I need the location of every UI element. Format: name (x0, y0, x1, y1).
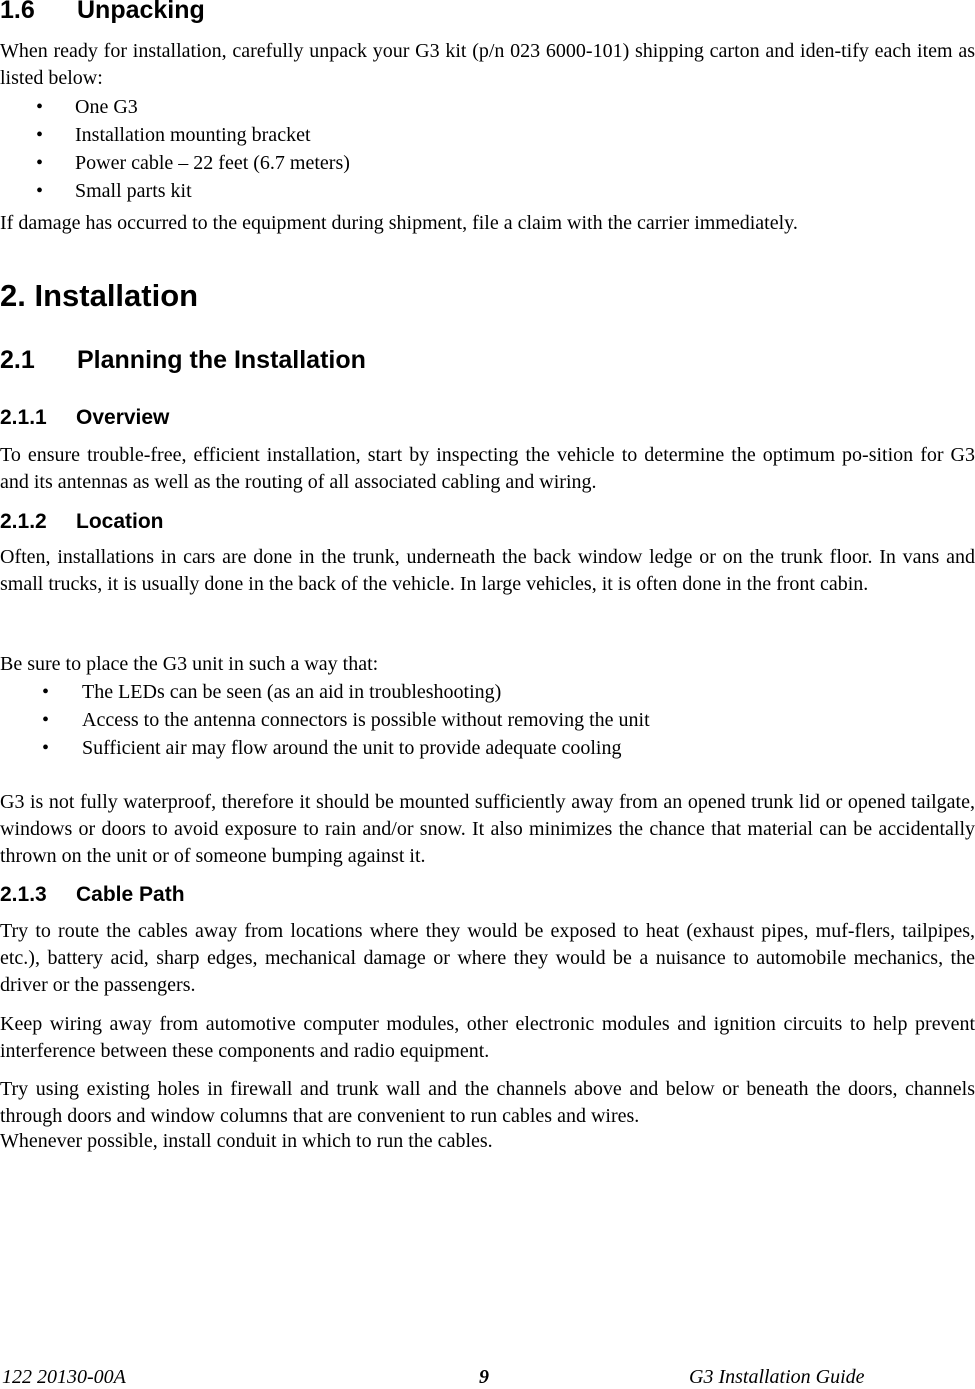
list-item-text: One G3 (75, 96, 138, 118)
bullet-icon: • (36, 152, 44, 174)
subsection-number: 2.1.2 (0, 510, 47, 533)
damage-note: If damage has occurred to the equipment during shipment, file a claim with the carrier immediately. (0, 212, 798, 234)
list-item-text: Access to the antenna connectors is possible without removing the unit (82, 709, 650, 731)
list-item-text: The LEDs can be seen (as an aid in troubleshooting) (82, 681, 502, 703)
location-lead: Be sure to place the G3 unit in such a way that: (0, 653, 379, 675)
bullet-icon: • (36, 96, 44, 118)
section-title: Unpacking (77, 0, 205, 24)
unpacking-intro: When ready for installation, carefully unpack your G3 kit (p/n 023 6000-101) shipping carton and iden-tify each item as listed below: (0, 40, 975, 89)
section-heading-planning (0, 346, 600, 378)
list-item-text: Sufficient air may flow around the unit to provide adequate cooling (82, 737, 622, 759)
section-title: Planning the Installation (77, 346, 366, 374)
overview-text: To ensure trouble-free, efficient installation, start by inspecting the vehicle to determine the optimum po-sition for G3 and its antennas as well as the routing of all associated cabling and wiring. (0, 444, 975, 493)
cable-path-para-3: Try using existing holes in firewall and trunk wall and the channels above and below or beneath the doors, channels through doors and window columns that are convenient to run cables and wires. (0, 1078, 975, 1127)
section-number: 1.6 (0, 0, 35, 24)
section-heading-unpacking (0, 0, 500, 28)
subsection-number: 2.1.3 (0, 883, 47, 906)
bullet-icon: • (36, 180, 44, 202)
footer-page-number: 9 (479, 1366, 489, 1388)
bullet-icon: • (42, 709, 50, 731)
footer-guide-title: G3 Installation Guide (689, 1366, 865, 1388)
subsection-heading-location (0, 510, 400, 536)
location-para-2: G3 is not fully waterproof, therefore it should be mounted sufficiently away from an opened trunk lid or opened tailgate, windows or doors to avoid exposure to rain and/or snow. It also minimizes the chance that material can be accidentally thrown on the unit or of someone bumping against it. (0, 791, 975, 867)
subsection-title: Cable Path (76, 883, 185, 906)
subsection-heading-overview (0, 406, 400, 432)
bullet-icon: • (42, 737, 50, 759)
subsection-title: Overview (76, 406, 170, 429)
subsection-heading-cable-path (0, 883, 400, 909)
cable-path-para-1: Try to route the cables away from locations where they would be exposed to heat (exhaust pipes, muf-flers, tailpipes, etc.), battery acid, sharp edges, mechanical damage or where they would be a nuisance to automobile mechanics, the driver or the passengers. (0, 920, 975, 996)
list-item-text: Small parts kit (75, 180, 192, 202)
bullet-icon: • (42, 681, 50, 703)
location-para-1: Often, installations in cars are done in the trunk, underneath the back window ledge or on the trunk floor. In vans and small trucks, it is usually done in the back of the vehicle. In large vehicles, it is often done in the front cabin. (0, 546, 975, 595)
list-item-text: Installation mounting bracket (75, 124, 311, 146)
section-number: 2.1 (0, 346, 35, 374)
bullet-icon: • (36, 124, 44, 146)
list-item-text: Power cable – 22 feet (6.7 meters) (75, 152, 350, 174)
cable-path-para-4: Whenever possible, install conduit in which to run the cables. (0, 1130, 493, 1152)
cable-path-para-2: Keep wiring away from automotive computer modules, other electronic modules and ignition circuits to help prevent interference between these components and radio equipment. (0, 1013, 975, 1062)
subsection-title: Location (76, 510, 164, 533)
footer-doc-number: 122 20130-00A (2, 1366, 126, 1388)
subsection-number: 2.1.1 (0, 406, 47, 429)
chapter-heading: 2. Installation (0, 278, 199, 313)
